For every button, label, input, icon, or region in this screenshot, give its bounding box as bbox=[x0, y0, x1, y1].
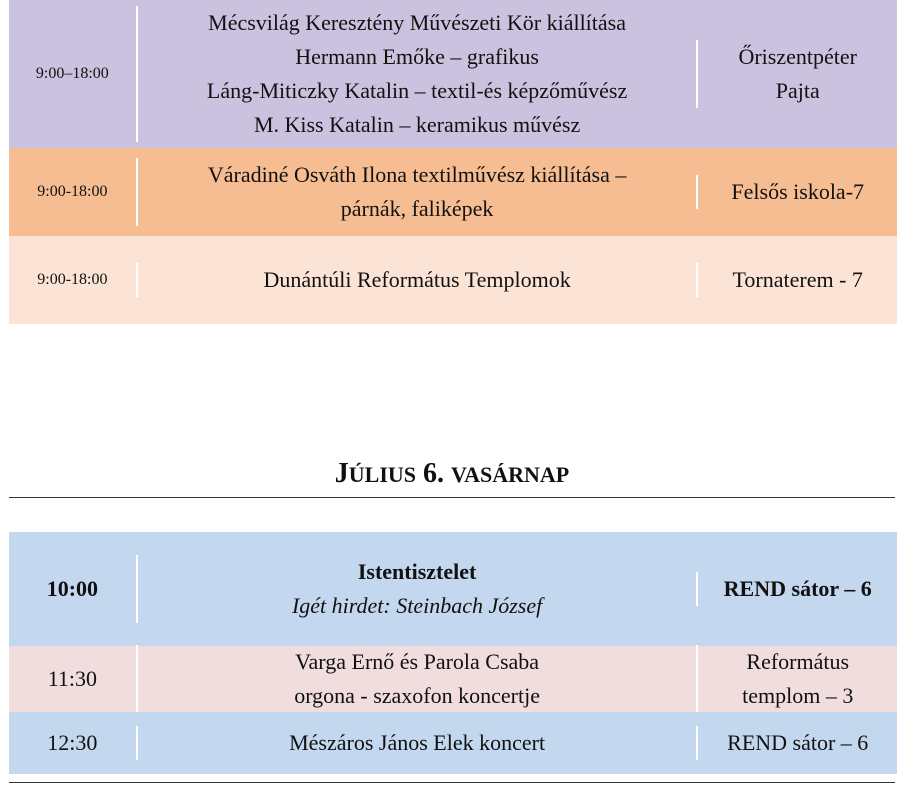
event-line: Láng-Miticzky Katalin – textil-és képzőművész bbox=[206, 78, 628, 103]
event-cell bbox=[136, 263, 697, 297]
day-heading-number: 6. bbox=[416, 458, 452, 489]
event-line: orgona - szaxofon koncertje bbox=[294, 683, 540, 708]
event-cell bbox=[136, 645, 697, 713]
place-line: REND sátor – 6 bbox=[723, 576, 872, 601]
place-line: REND sátor – 6 bbox=[727, 730, 869, 755]
schedule-table-top bbox=[9, 0, 897, 324]
event-cell bbox=[136, 158, 697, 226]
place-line: Pajta bbox=[775, 78, 820, 103]
table-row bbox=[9, 532, 897, 646]
place-line: Református bbox=[746, 649, 850, 674]
place-line: Tornaterem - 7 bbox=[732, 267, 863, 292]
day-heading bbox=[9, 457, 895, 497]
time-cell: 10:00 bbox=[46, 576, 99, 601]
day-heading-initial: J bbox=[334, 458, 349, 489]
event-cell bbox=[136, 726, 697, 760]
place-cell bbox=[696, 263, 897, 297]
place-cell bbox=[696, 175, 897, 209]
time-cell: 9:00-18:00 bbox=[37, 183, 108, 200]
place-cell bbox=[696, 40, 897, 108]
event-line: párnák, faliképek bbox=[340, 196, 494, 221]
heading-divider bbox=[9, 497, 895, 498]
time-cell: 9:00–18:00 bbox=[35, 65, 109, 82]
event-line: Mécsvilág Keresztény Művészeti Kör kiállítása bbox=[208, 10, 627, 35]
table-row bbox=[9, 148, 897, 236]
event-subtitle: Igét hirdet: Steinbach József bbox=[291, 593, 543, 618]
table-bottom-divider bbox=[9, 782, 895, 783]
place-line: Felsős iskola-7 bbox=[731, 179, 865, 204]
schedule-table-day bbox=[9, 532, 897, 774]
time-cell: 11:30 bbox=[47, 666, 97, 691]
table-row bbox=[9, 236, 897, 324]
event-line: Dunántúli Református Templomok bbox=[263, 267, 571, 292]
event-cell bbox=[136, 555, 697, 623]
place-line: Őriszentpéter bbox=[738, 44, 857, 69]
event-line: Varga Ernő és Parola Csaba bbox=[295, 649, 540, 674]
event-line: M. Kiss Katalin – keramikus művész bbox=[253, 112, 581, 137]
event-line: Hermann Emőke – grafikus bbox=[295, 44, 539, 69]
place-cell bbox=[696, 572, 897, 606]
day-heading-month-rest: ÚLIUS bbox=[348, 462, 417, 487]
place-cell bbox=[696, 726, 897, 760]
place-line: templom – 3 bbox=[742, 683, 854, 708]
table-row bbox=[9, 646, 897, 712]
time-cell: 9:00-18:00 bbox=[37, 271, 108, 288]
time-cell: 12:30 bbox=[47, 730, 98, 755]
place-cell bbox=[696, 645, 897, 713]
event-title: Istentisztelet bbox=[357, 559, 477, 584]
table-row bbox=[9, 0, 897, 148]
event-line: Váradiné Osváth Ilona textilművész kiállítása – bbox=[207, 162, 627, 187]
table-row bbox=[9, 712, 897, 774]
day-heading-weekday: VASÁRNAP bbox=[451, 462, 570, 487]
event-line: Mészáros János Elek koncert bbox=[289, 730, 546, 755]
event-cell bbox=[136, 6, 697, 142]
